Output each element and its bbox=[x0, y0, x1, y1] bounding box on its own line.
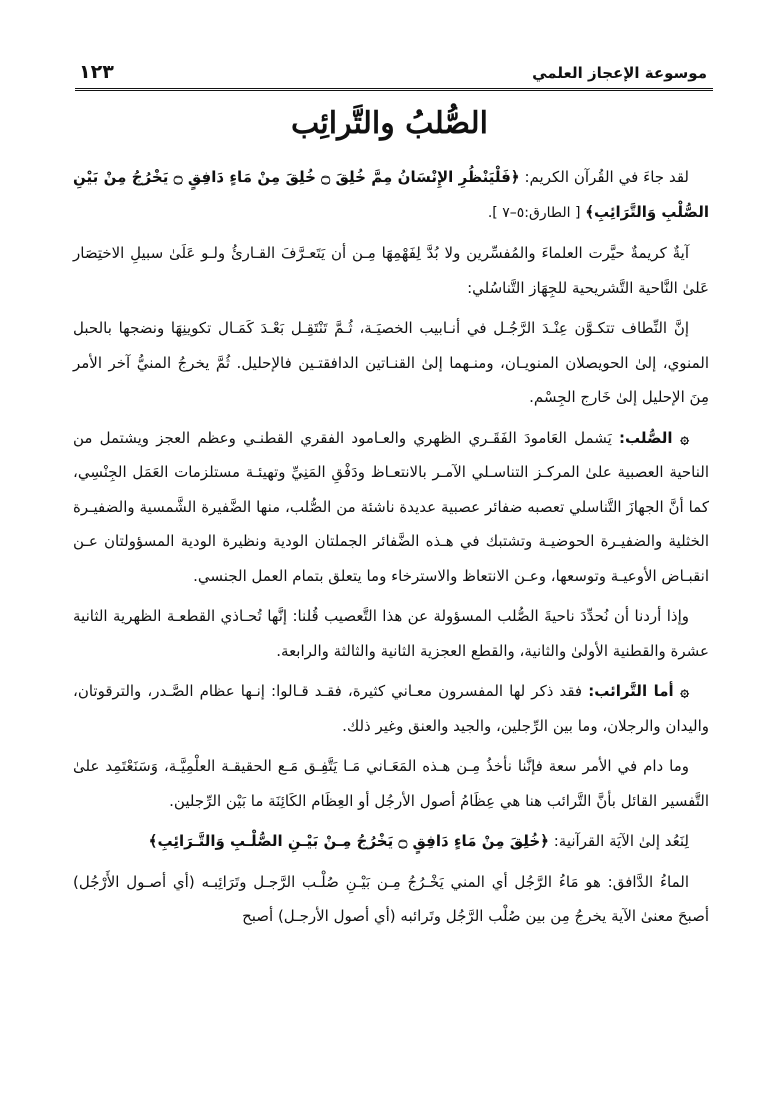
page-number: ١٢٣ bbox=[79, 61, 114, 83]
chapter-title: الصُّلبُ والتَّرائِب bbox=[290, 106, 489, 141]
paragraph-2: آيةٌ كريمةٌ حيَّرت العلماءَ والمُفسِّرين ولا بُدَّ لِفَهْمِهَا مِـن أن يَتَعـرَّفَ القـارئُ ولـو عَلَىٰ سبيلِ الاختِصَار عَلىٰ النَّاحية التَّشريحية للجِهَاز التَّناسُلي: bbox=[73, 244, 709, 297]
paragraph-5: وإذا أردنا أن نُحدِّدَ ناحيةَ الصُّلب المسؤولة عن هذا التَّعصيب قُلنا: إنَّها تُحـاذي القطعـة الظهرية الثانية عشرة والقطنية الأولىٰ والثانية، والقطع العجزية الثانية والثالثة والرابعة. bbox=[73, 607, 709, 660]
paragraph-6 bbox=[73, 674, 709, 743]
paragraph-1 bbox=[73, 160, 709, 230]
quran-verse: ﴿فَلْيَنْظُرِ الإِنْسَانُ مِمَّ خُلِقَ ۝ خُلِقَ مِنْ مَاءٍ دَافِقٍ ۝ يَخْرُجُ مِنْ بَيْنِ الصُّلْبِ وَالتَّرَائِبِ﴾ bbox=[73, 168, 709, 221]
paragraph-6-text: فقد ذكر لها المفسرون معـاني كثيرة، فقـد قـالوا: إنـها عظام الصَّـدر، والترقوتان، واليدان والرجلان، وما بين الرِّجلين، والجيد والعنق وغير ذلك. bbox=[73, 682, 709, 735]
body-text bbox=[73, 160, 709, 940]
quran-intro: لقد جاءَ في القُرآن الكريم: bbox=[524, 168, 690, 186]
paragraph-8 bbox=[73, 824, 709, 859]
quran-intro-2: لِنَعُد إلىٰ الآيَة القرآنية: bbox=[553, 832, 689, 850]
verse-reference: [ الطارق:٥–٧ ]. bbox=[487, 204, 581, 221]
section-bullet-taraib: ۞ أما التَّرائب: bbox=[588, 682, 689, 700]
section-bullet-sulb: ۞ الصُّلب: bbox=[618, 428, 689, 447]
paragraph-9: الماءُ الدَّافق: هو مَاءُ الرَّجُل أي المني يَخْـرُجُ مِـن بَيْـنِ صُلْـب الرَّجـل وتَرَائِبـه (أي أصـول الأَرْجُل) أصبحَ معنىٰ الآية يخرجُ مِن بين صُلْب الرَّجُل وتَرائبه (أي أصول الأرجـل) أصبح bbox=[73, 872, 709, 925]
paragraph-3: إنَّ النِّطاف تتكـوَّن عِنْـدَ الرَّجُـل في أنـابيب الخصيَـة، ثُـمَّ تَنْتَقِـل بَعْـدَ كَمَـال تكوينِهَا ونضجها بالحبل المنوي، إلىٰ الحويصلان المنويـان، ومنـهما إلىٰ القنـاتين الدافقتـين فالإحليل. ثُمَّ يخرجُ المنيُّ آخر الأمر مِنَ الإحليل إلىٰ خَارج الجِسْم. bbox=[73, 319, 709, 406]
quran-verse-2: ﴿خُلِقَ مِنْ مَاءٍ دَافِقٍ ۝ يَخْرُجُ مِـنْ بَيْـنِ الصُّلْـبِ وَالتَّـرَائِبِ﴾ bbox=[148, 832, 549, 850]
paragraph-4 bbox=[73, 421, 709, 594]
paragraph-7: وما دام في الأمر سعة فإنَّنا نأخذُ مِـن هـذه المَعَـاني مَـا يَتَّفِـق مَـع الحقيقـة العلْمِيَّـة، وَسَنَعْتَمِد علىٰ التَّفسير القائل بأنَّ التَّرائب هنا هي عِظَامُ أصول الأرجُل أو العِظَام الكَائِنَة ما بَيْن الرِّجلين. bbox=[73, 757, 709, 810]
paragraph-4-text: يَشمل العَامودَ الفَقَـري الظهري والعـامود الفقري القطنـي وعظم العجز ويشتمل من الناحية العصبية علىٰ المركـز التناسـلي الآمـر بالانتعـاظ ودَفْقِ المَنِيِّ وتهيئـة مستلزمات العَمَل الجِنْسِي، كما أنَّ الجهازَ التَّناسلي تعصبه ضفائر عصبية عديدة ناشئة من الصُّلب، منها الضَّفيرة الشَّمسية والضفيـرة الخثلية والضفيـرة الحوضيـة وتشتبك في هـذه الضَّفائر الجملتان الودية ونظيرة الودية المسؤولتان عـن انقبـاض الأوعيـة وتوسعها، وعـن الانتعاظ والاسترخاء وما يتعلق بتمام العمل الجنسي. bbox=[73, 428, 709, 585]
running-header bbox=[75, 56, 713, 91]
book-title: موسوعة الإعجاز العلمي bbox=[532, 64, 707, 82]
